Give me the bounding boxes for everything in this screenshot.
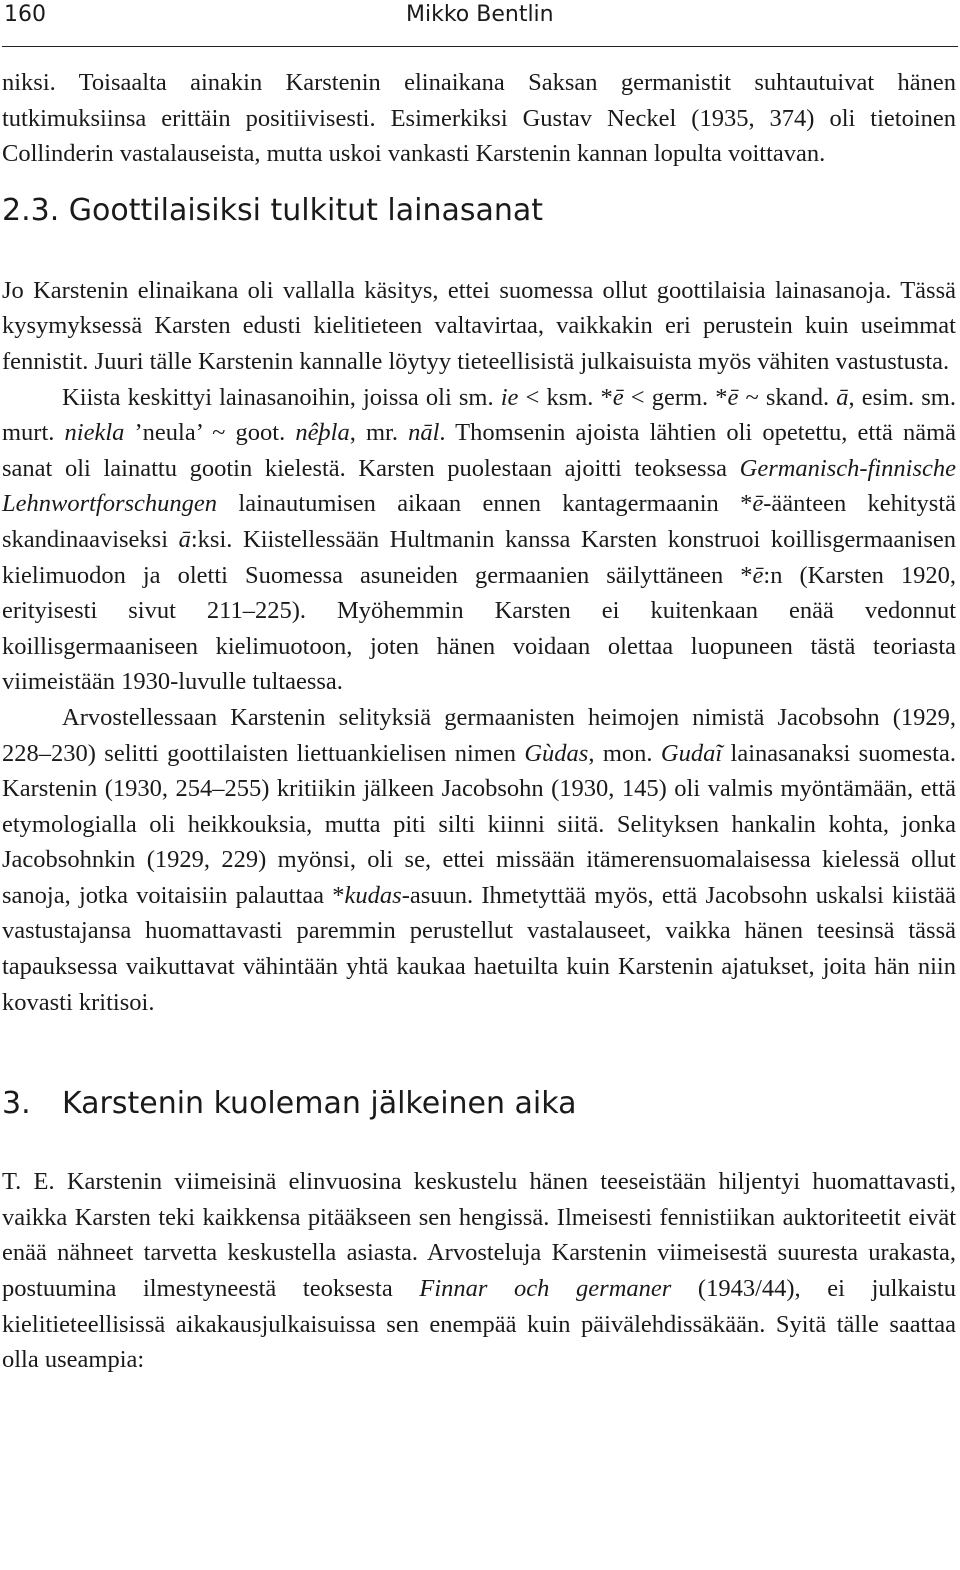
section-title: Goottilaisiksi tulkitut lainasanat [68, 192, 544, 228]
page-header [2, 0, 958, 47]
paragraph-jacobsohn: Arvostellessaan Karstenin selityksiä germaanisten heimojen nimistä Jacobsohn (1929, 228–230) selitti goottilaisten liettuankielisen nimen Gùdas, mon. Gudaĩ lainasanaksi suomesta. Karstenin (1930, 254–255) kritiikin jälkeen Jacobsohn (1930, 145) oli valmis myöntämään, että etymologialla oli heikkouksia, mutta piti silti kiinni siitä. Selityksen hankalin kohta, jonka Jacobsohnkin (1929, 229) myönsi, oli se, ettei missään itämerensuomalaisessa kielessä ollut sanoja, jotka voitaisiin palauttaa *kudas-asuun. Ihmetyttää myös, että Jacobsohn uskalsi kiistää vastustajansa huomattavasti paremmin perustellut vastalauseet, vaikka hänen teesinsä tässä tapauksessa vaikuttavat vähintään yhtä kaukaa haetuilta kuin Karstenin ajatukset, joita hän niin kovasti kritisoi. [2, 703, 956, 1016]
section-number: 2.3. [2, 192, 60, 228]
section-title: Karstenin kuoleman jälkeinen aika [62, 1086, 577, 1122]
running-title: Mikko Bentlin [406, 2, 554, 27]
page-number: 160 [4, 2, 46, 27]
page-body [2, 65, 956, 1378]
paragraph-after-death: T. E. Karstenin viimeisinä elinvuosina keskustelu hänen teeseistään hiljentyi huomattavasti, vaikka Karsten teki kaikkensa pitääkseen sen hengissä. Ilmeisesti fennistiikan auktoriteetit eivät enää nähneet tarvetta keskustella asiasta. Arvosteluja Karstenin viimeisestä suuresta urakasta, postuumina ilmestyneestä teoksesta Finnar och germaner (1943/44), ei julkaistu kielitieteellisissä aikakausjulkaisuissa sen enempää kuin päivälehdissäkään. Syitä tälle saattaa olla useampia: [2, 1168, 956, 1374]
section-heading-3 [2, 1086, 956, 1122]
paragraph-goth-loanwords: Jo Karstenin elinaikana oli vallalla käsitys, ettei suomessa ollut goottilaisia lainasanoja. Tässä kysymyksessä Karsten edusti kielitieteen valtavirtaa, vaikkakin eri perustein kuin useimmat fennistit. Juuri tälle Karstenin kannalle löytyy tieteellisistä julkaisuista myös vähiten vastustusta. [2, 276, 956, 375]
paragraph-intro: niksi. Toisaalta ainakin Karstenin elinaikana Saksan germanistit suhtautuivat hänen tutkimuksiinsa erittäin positiivisesti. Esimerkiksi Gustav Neckel (1935, 374) oli tietoinen Collinderin vastalauseista, mutta uskoi vankasti Karstenin kannan lopulta voittavan. [2, 69, 956, 168]
paragraph-dispute: Kiista keskittyi lainasanoihin, joissa oli sm. ie < ksm. *ē < germ. *ē ~ skand. ā, esim. sm. murt. niekla ’neula’ ~ goot. nêþla, mr. nāl. Thomsenin ajoista lähtien oli opetettu, että nämä sanat oli lainattu gootin kielestä. Karsten puolestaan ajoitti teoksessa Germanisch-finnische Lehnwortforschungen lainautumisen aikaan ennen kantagermaanin *ē-äänteen kehitystä skandinaaviseksi ā:ksi. Kiistellessään Hultmanin kanssa Karsten konstruoi koillisgermaanisen kielimuodon ja oletti Suomessa asuneiden germaanien säilyttäneen *ē:n (Karsten 1920, erityisesti sivut 211–225). Myöhemmin Karsten ei kuitenkaan enää vedonnut koillisgermaaniseen kielimuotoon, joten hänen voidaan olettaa luopuneen tästä teoriasta viimeistään 1930-luvulle tultaessa. [2, 383, 956, 696]
section-number: 3. [2, 1086, 31, 1122]
section-heading-2-3 [2, 193, 956, 229]
